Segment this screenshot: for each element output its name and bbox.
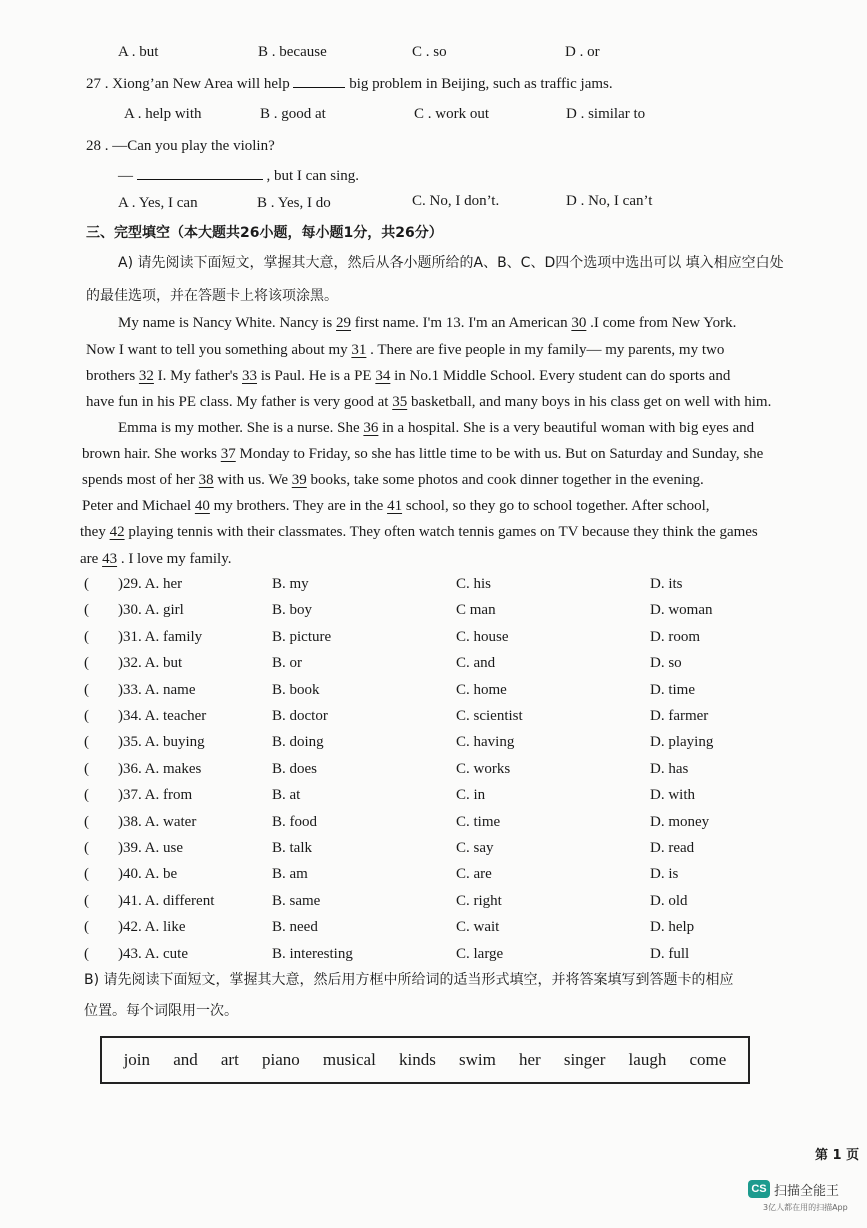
question-37-option-a: )37. A. from	[118, 787, 193, 803]
answer-bracket: (	[84, 946, 89, 962]
text: My name is Nancy White. Nancy is	[118, 315, 333, 331]
q27-question	[86, 73, 613, 94]
blank-39: 39	[291, 472, 307, 488]
question-40-option-d: D. is	[650, 866, 679, 882]
question-36-option-a: )36. A. makes	[118, 761, 202, 777]
blank-40: 40	[194, 498, 210, 514]
question-32-option-a: )32. A. but	[118, 655, 183, 671]
question-36-option-d: D. has	[650, 761, 689, 777]
text: playing tennis with their classmates. They often watch tennis games on TV because they think the games	[128, 524, 758, 540]
question-37-option-b: B. at	[272, 787, 301, 803]
word-bank-item: piano	[261, 1050, 300, 1069]
word-bank-item: come	[689, 1050, 727, 1069]
q28-dash: —	[118, 168, 133, 184]
passage-line-2	[86, 340, 724, 360]
q27-option-c: C . work out	[414, 106, 489, 122]
text: books, take some photos and cook dinner together in the evening.	[310, 472, 704, 488]
passage-line-3	[86, 366, 730, 386]
answer-bracket: (	[84, 919, 89, 935]
question-42-option-d: D. help	[650, 919, 695, 935]
answer-bracket: (	[84, 840, 89, 856]
answer-bracket: (	[84, 655, 89, 671]
question-39-option-c: C. say	[456, 840, 494, 856]
question-30-option-d: D. woman	[650, 602, 713, 618]
blank-41: 41	[387, 498, 403, 514]
text: brothers	[86, 368, 136, 384]
question-40-option-c: C. are	[456, 866, 492, 882]
camscanner-app-name: 扫描全能王	[774, 1184, 840, 1199]
passage-line-5	[118, 418, 754, 438]
answer-bracket: (	[84, 787, 89, 803]
question-29-option-b: B. my	[272, 576, 309, 592]
question-39-option-d: D. read	[650, 840, 695, 856]
question-35-option-c: C. having	[456, 734, 515, 750]
text: Now I want to tell you something about my	[86, 342, 348, 358]
answer-bracket: (	[84, 814, 89, 830]
text: my brothers. They are in the	[213, 498, 384, 514]
blank-42: 42	[109, 524, 125, 540]
blank-32: 32	[138, 368, 154, 384]
question-43-option-b: B. interesting	[272, 946, 353, 962]
question-37-option-c: C. in	[456, 787, 486, 803]
question-34-option-d: D. farmer	[650, 708, 709, 724]
blank-36: 36	[363, 420, 379, 436]
question-31-option-d: D. room	[650, 629, 700, 645]
question-35-option-d: D. playing	[650, 734, 714, 750]
part-b-instruction-line1: B) 请先阅读下面短文，掌握其大意，然后用方框中所给词的适当形式填空，并将答案填写到答题卡的相应	[84, 972, 734, 988]
question-41-option-b: B. same	[272, 893, 321, 909]
question-35-option-a: )35. A. buying	[118, 734, 205, 750]
blank-30: 30	[571, 315, 587, 331]
question-36-option-c: C. works	[456, 761, 511, 777]
text: are	[80, 551, 99, 567]
word-bank-item: her	[518, 1050, 541, 1069]
answer-bracket: (	[84, 761, 89, 777]
text: in No.1 Middle School. Every student can do sports and	[394, 368, 731, 384]
question-38-option-c: C. time	[456, 814, 501, 830]
text: basketball, and many boys in his class get on well with him.	[410, 394, 772, 410]
text: with us. We	[217, 472, 289, 488]
blank-33: 33	[242, 368, 258, 384]
word-bank-box	[100, 1036, 750, 1084]
answer-bracket: (	[84, 893, 89, 909]
q27-option-d: D . similar to	[566, 106, 646, 122]
text: . I love my family.	[120, 551, 232, 567]
question-37-option-d: D. with	[650, 787, 695, 803]
q28-blank	[137, 165, 263, 180]
text: I. My father's	[157, 368, 239, 384]
passage-line-9	[80, 522, 758, 542]
question-29-option-d: D. its	[650, 576, 683, 592]
question-36-option-b: B. does	[272, 761, 317, 777]
blank-38: 38	[198, 472, 214, 488]
q28-option-c: C. No, I don’t.	[412, 193, 500, 209]
question-29-option-c: C. his	[456, 576, 492, 592]
question-34-option-c: C. scientist	[456, 708, 523, 724]
q26-option-d: D . or	[565, 44, 600, 60]
text: Monday to Friday, so she has little time to be with us. But on Saturday and Sunday, she	[239, 446, 764, 462]
text: is Paul. He is a PE	[260, 368, 372, 384]
text: in a hospital. She is a very beautiful woman with big eyes and	[382, 420, 755, 436]
camscanner-logo-icon: CS	[748, 1180, 770, 1198]
blank-43: 43	[102, 551, 118, 567]
q26-option-c: C . so	[412, 44, 447, 60]
blank-31: 31	[351, 342, 367, 358]
q28-option-a: A . Yes, I can	[118, 195, 198, 211]
question-42-option-a: )42. A. like	[118, 919, 186, 935]
q27-option-b: B . good at	[260, 106, 326, 122]
page-number: 第 1 页	[815, 1148, 860, 1163]
text: Peter and Michael	[82, 498, 192, 514]
q27-stem-start: 27 . Xiong’an New Area will help	[86, 76, 290, 92]
text: .I come from New York.	[590, 315, 737, 331]
question-38-option-d: D. money	[650, 814, 710, 830]
question-41-option-c: C. right	[456, 893, 502, 909]
q26-option-b: B . because	[258, 44, 327, 60]
word-bank-item: kinds	[398, 1050, 436, 1069]
q28-option-b: B . Yes, I do	[257, 195, 331, 211]
word-bank-item: musical	[322, 1050, 376, 1069]
part-a-instruction-line2: 的最佳选项，并在答题卡上将该项涂黑。	[86, 288, 338, 304]
passage-line-6	[82, 444, 763, 464]
answer-bracket: (	[84, 866, 89, 882]
passage-line-8	[82, 496, 710, 516]
answer-bracket: (	[84, 576, 89, 592]
word-bank-item: art	[220, 1050, 239, 1069]
question-41-option-d: D. old	[650, 893, 688, 909]
text: spends most of her	[82, 472, 195, 488]
q28-stem-end: , but I can sing.	[266, 168, 359, 184]
q26-option-a: A . but	[118, 44, 159, 60]
part-a-instruction-line1: A) 请先阅读下面短文，掌握其大意，然后从各小题所给的A、B、C、D四个选项中选出可以 填入相应空白处	[118, 255, 784, 271]
question-30-option-c: C man	[456, 602, 496, 618]
text: have fun in his PE class. My father is very good at	[86, 394, 389, 410]
text: first name. I'm 13. I'm an American	[354, 315, 568, 331]
text: school, so they go to school together. After school,	[405, 498, 710, 514]
question-31-option-c: C. house	[456, 629, 509, 645]
question-43-option-c: C. large	[456, 946, 504, 962]
text: they	[80, 524, 106, 540]
passage-line-10	[80, 549, 231, 569]
text: . There are five people in my family— my parents, my two	[370, 342, 725, 358]
q27-option-a: A . help with	[124, 106, 202, 122]
blank-37: 37	[220, 446, 236, 462]
question-29-option-a: )29. A. her	[118, 576, 183, 592]
passage-line-1	[118, 313, 736, 333]
answer-bracket: (	[84, 602, 89, 618]
part-b-instruction-line2: 位置。每个词限用一次。	[84, 1003, 238, 1019]
answer-bracket: (	[84, 629, 89, 645]
question-43-option-a: )43. A. cute	[118, 946, 188, 962]
question-39-option-b: B. talk	[272, 840, 312, 856]
question-32-option-c: C. and	[456, 655, 496, 671]
question-39-option-a: )39. A. use	[118, 840, 183, 856]
question-33-option-b: B. book	[272, 682, 320, 698]
question-42-option-b: B. need	[272, 919, 318, 935]
q28-answer-line	[118, 165, 359, 186]
question-33-option-d: D. time	[650, 682, 695, 698]
question-42-option-c: C. wait	[456, 919, 500, 935]
passage-line-7	[82, 470, 704, 490]
question-32-option-d: D. so	[650, 655, 682, 671]
blank-34: 34	[375, 368, 391, 384]
section-title: 三、完型填空（本大题共26小题，每小题1分，共26分）	[86, 225, 443, 241]
question-31-option-b: B. picture	[272, 629, 332, 645]
passage-line-4	[86, 392, 771, 412]
question-34-option-b: B. doctor	[272, 708, 328, 724]
question-38-option-b: B. food	[272, 814, 317, 830]
question-40-option-b: B. am	[272, 866, 308, 882]
answer-bracket: (	[84, 734, 89, 750]
q28-question: 28 . —Can you play the violin?	[86, 138, 275, 154]
question-31-option-a: )31. A. family	[118, 629, 203, 645]
question-43-option-d: D. full	[650, 946, 690, 962]
question-41-option-a: )41. A. different	[118, 893, 215, 909]
text: Emma is my mother. She is a nurse. She	[118, 420, 360, 436]
word-bank-item: join	[123, 1050, 151, 1069]
question-40-option-a: )40. A. be	[118, 866, 178, 882]
question-38-option-a: )38. A. water	[118, 814, 197, 830]
text: brown hair. She works	[82, 446, 217, 462]
blank-35: 35	[392, 394, 408, 410]
question-35-option-b: B. doing	[272, 734, 324, 750]
blank-29: 29	[336, 315, 352, 331]
question-34-option-a: )34. A. teacher	[118, 708, 207, 724]
camscanner-tagline: 3亿人都在用的扫描App	[763, 1203, 848, 1212]
question-33-option-c: C. home	[456, 682, 507, 698]
question-30-option-a: )30. A. girl	[118, 602, 184, 618]
word-bank-item: swim	[458, 1050, 496, 1069]
q27-blank	[293, 73, 345, 88]
word-bank-item: and	[173, 1050, 198, 1069]
question-30-option-b: B. boy	[272, 602, 313, 618]
q27-stem-end: big problem in Beijing, such as traffic jams.	[349, 76, 613, 92]
question-33-option-a: )33. A. name	[118, 682, 196, 698]
answer-bracket: (	[84, 682, 89, 698]
word-bank-item: laugh	[628, 1050, 667, 1069]
question-32-option-b: B. or	[272, 655, 302, 671]
q28-option-d: D . No, I can’t	[566, 193, 653, 209]
word-bank-item: singer	[563, 1050, 606, 1069]
answer-bracket: (	[84, 708, 89, 724]
